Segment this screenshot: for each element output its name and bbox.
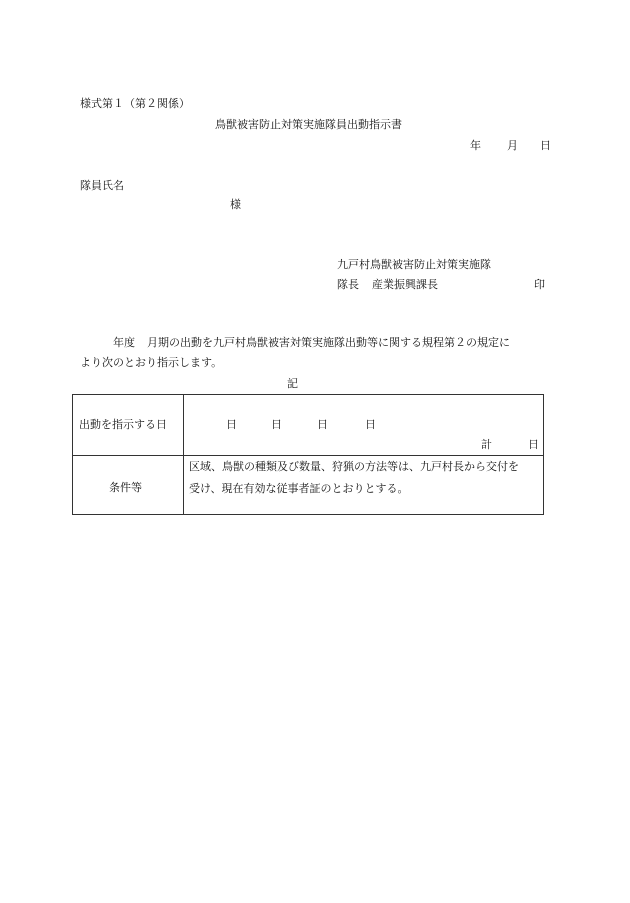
- issuer-leader-title: 隊長: [337, 278, 359, 291]
- conditions-label: 条件等: [109, 481, 142, 494]
- total-day-unit: 日: [528, 438, 539, 451]
- table-row-divider: [73, 455, 543, 456]
- dispatch-day-3: 日: [317, 418, 328, 431]
- date-year: 年: [470, 139, 481, 152]
- seal-mark: 印: [534, 278, 545, 291]
- issuer-department: 産業振興課長: [372, 278, 438, 291]
- body-year: 年度: [113, 336, 135, 349]
- total-label: 計: [481, 438, 492, 451]
- date-month: 月: [507, 139, 518, 152]
- conditions-text-line-1: 区域、鳥獣の種類及び数量、狩猟の方法等は、九戸村長から交付を: [189, 460, 519, 473]
- dispatch-day-1: 日: [226, 418, 237, 431]
- form-number: 様式第１（第２関係）: [80, 97, 190, 110]
- instruction-table: [72, 394, 544, 515]
- body-line-2: より次のとおり指示します。: [80, 356, 223, 369]
- dispatch-date-label: 出動を指示する日: [79, 418, 167, 431]
- body-line-1: 月期の出動を九戸村鳥獣被害対策実施隊出動等に関する規程第２の規定に: [147, 336, 510, 349]
- honorific: 様: [230, 198, 241, 211]
- conditions-text-line-2: 受け、現在有効な従事者証のとおりとする。: [189, 482, 409, 495]
- dispatch-day-2: 日: [271, 418, 282, 431]
- dispatch-day-4: 日: [365, 418, 376, 431]
- note-label: 記: [287, 377, 298, 390]
- date-day: 日: [540, 139, 551, 152]
- issuer-organization: 九戸村鳥獣被害防止対策実施隊: [337, 258, 491, 271]
- member-name-label: 隊員氏名: [80, 179, 124, 192]
- document-title: 鳥獣被害防止対策実施隊員出動指示書: [215, 118, 402, 131]
